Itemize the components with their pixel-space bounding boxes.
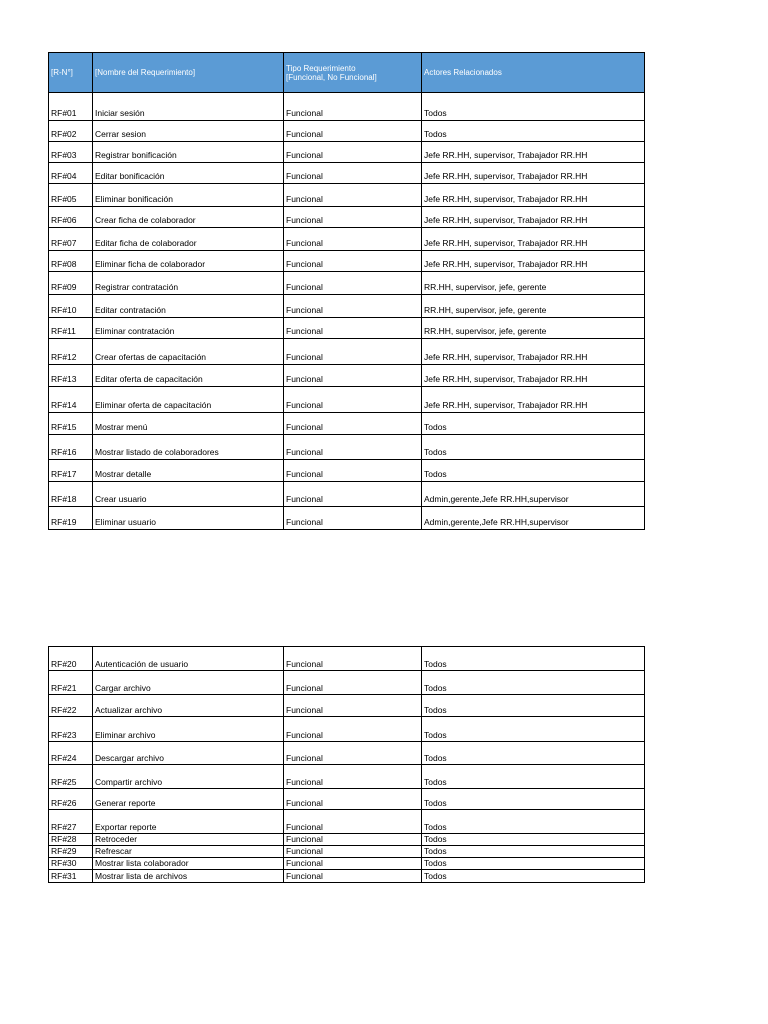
table-row [49, 765, 645, 789]
cell-requirement-name: Mostrar lista de archivos [93, 870, 284, 883]
cell-requirement-number: RF#17 [49, 460, 93, 482]
cell-requirement-name: Mostrar listado de colaboradores [93, 435, 284, 460]
cell-requirement-type: Funcional [284, 858, 422, 870]
table-row [49, 834, 645, 846]
cell-requirement-number: RF#30 [49, 858, 93, 870]
cell-requirement-name: Eliminar usuario [93, 507, 284, 530]
cell-requirement-name: Editar contratación [93, 295, 284, 318]
cell-requirement-name: Eliminar archivo [93, 717, 284, 742]
cell-related-actors: Jefe RR.HH, supervisor, Trabajador RR.HH [422, 365, 645, 387]
cell-requirement-type: Funcional [284, 295, 422, 318]
cell-requirement-type: Funcional [284, 339, 422, 365]
cell-requirement-name: Crear usuario [93, 482, 284, 507]
cell-related-actors: Todos [422, 810, 645, 834]
cell-requirement-name: Eliminar bonificación [93, 184, 284, 207]
cell-requirement-type: Funcional [284, 228, 422, 251]
cell-requirement-number: RF#19 [49, 507, 93, 530]
cell-requirement-name: Editar oferta de capacitación [93, 365, 284, 387]
header-requirement-type-text: Tipo Requerimiento [Funcional, No Funcional] [286, 63, 377, 82]
cell-requirement-number: RF#09 [49, 272, 93, 295]
cell-requirement-name: Crear ficha de colaborador [93, 207, 284, 228]
cell-requirement-type: Funcional [284, 365, 422, 387]
table-row [49, 295, 645, 318]
table-row [49, 810, 645, 834]
cell-requirement-type: Funcional [284, 121, 422, 142]
cell-requirement-name: Cerrar sesion [93, 121, 284, 142]
cell-requirement-type: Funcional [284, 413, 422, 435]
cell-requirement-name: Cargar archivo [93, 671, 284, 695]
table-row [49, 318, 645, 339]
cell-related-actors: Todos [422, 413, 645, 435]
cell-requirement-number: RF#27 [49, 810, 93, 834]
cell-requirement-type: Funcional [284, 717, 422, 742]
cell-requirement-number: RF#06 [49, 207, 93, 228]
cell-requirement-number: RF#23 [49, 717, 93, 742]
cell-related-actors: Jefe RR.HH, supervisor, Trabajador RR.HH [422, 207, 645, 228]
cell-requirement-number: RF#16 [49, 435, 93, 460]
cell-related-actors: Todos [422, 846, 645, 858]
cell-requirement-number: RF#20 [49, 647, 93, 671]
cell-requirement-type: Funcional [284, 318, 422, 339]
table-row [49, 163, 645, 184]
table-row [49, 846, 645, 858]
cell-requirement-number: RF#26 [49, 789, 93, 810]
cell-requirement-number: RF#07 [49, 228, 93, 251]
cell-requirement-number: RF#01 [49, 93, 93, 121]
cell-related-actors: Todos [422, 789, 645, 810]
cell-related-actors: Todos [422, 834, 645, 846]
cell-related-actors: Jefe RR.HH, supervisor, Trabajador RR.HH [422, 339, 645, 365]
cell-requirement-number: RF#21 [49, 671, 93, 695]
cell-related-actors: Jefe RR.HH, supervisor, Trabajador RR.HH [422, 387, 645, 413]
cell-requirement-type: Funcional [284, 810, 422, 834]
cell-requirement-type: Funcional [284, 671, 422, 695]
table-row [49, 507, 645, 530]
cell-related-actors: Todos [422, 742, 645, 765]
cell-requirement-number: RF#29 [49, 846, 93, 858]
cell-requirement-name: Registrar contratación [93, 272, 284, 295]
cell-requirement-number: RF#18 [49, 482, 93, 507]
cell-related-actors: RR.HH, supervisor, jefe, gerente [422, 318, 645, 339]
table-row [49, 93, 645, 121]
cell-requirement-number: RF#28 [49, 834, 93, 846]
cell-requirement-type: Funcional [284, 184, 422, 207]
cell-requirement-name: Editar bonificación [93, 163, 284, 184]
cell-requirement-number: RF#04 [49, 163, 93, 184]
table-row [49, 228, 645, 251]
header-requirement-name: [Nombre del Requerimiento] [93, 53, 284, 93]
table-row [49, 671, 645, 695]
cell-requirement-name: Registrar bonificación [93, 142, 284, 163]
cell-related-actors: Todos [422, 671, 645, 695]
cell-requirement-number: RF#25 [49, 765, 93, 789]
requirements-table-2 [48, 646, 645, 883]
cell-requirement-number: RF#14 [49, 387, 93, 413]
cell-requirement-name: Mostrar menú [93, 413, 284, 435]
table-row [49, 460, 645, 482]
cell-requirement-name: Crear ofertas de capacitación [93, 339, 284, 365]
cell-requirement-name: Mostrar lista colaborador [93, 858, 284, 870]
header-requirement-number: [R-N°] [49, 53, 93, 93]
cell-related-actors: Jefe RR.HH, supervisor, Trabajador RR.HH [422, 228, 645, 251]
table-row [49, 251, 645, 272]
table-row [49, 870, 645, 883]
cell-requirement-name: Generar reporte [93, 789, 284, 810]
table-row [49, 647, 645, 671]
cell-related-actors: Todos [422, 435, 645, 460]
cell-related-actors: Admin,gerente,Jefe RR.HH,supervisor [422, 482, 645, 507]
cell-requirement-name: Retroceder [93, 834, 284, 846]
cell-requirement-name: Actualizar archivo [93, 695, 284, 717]
cell-requirement-type: Funcional [284, 251, 422, 272]
cell-requirement-number: RF#11 [49, 318, 93, 339]
cell-related-actors: Todos [422, 858, 645, 870]
cell-related-actors: Admin,gerente,Jefe RR.HH,supervisor [422, 507, 645, 530]
cell-requirement-type: Funcional [284, 435, 422, 460]
table-row [49, 121, 645, 142]
header-requirement-type [284, 53, 422, 93]
table-row [49, 272, 645, 295]
cell-requirement-type: Funcional [284, 846, 422, 858]
cell-requirement-name: Refrescar [93, 846, 284, 858]
cell-related-actors: Todos [422, 765, 645, 789]
cell-requirement-number: RF#31 [49, 870, 93, 883]
table-row [49, 717, 645, 742]
cell-requirement-name: Eliminar oferta de capacitación [93, 387, 284, 413]
cell-requirement-type: Funcional [284, 460, 422, 482]
cell-requirement-type: Funcional [284, 834, 422, 846]
cell-requirement-name: Descargar archivo [93, 742, 284, 765]
header-related-actors: Actores Relacionados [422, 53, 645, 93]
cell-requirement-type: Funcional [284, 142, 422, 163]
table-row [49, 387, 645, 413]
cell-related-actors: Todos [422, 717, 645, 742]
cell-related-actors: RR.HH, supervisor, jefe, gerente [422, 272, 645, 295]
cell-requirement-type: Funcional [284, 93, 422, 121]
table-row [49, 184, 645, 207]
table-row [49, 339, 645, 365]
cell-requirement-type: Funcional [284, 742, 422, 765]
table-row [49, 435, 645, 460]
cell-requirement-number: RF#02 [49, 121, 93, 142]
cell-requirement-type: Funcional [284, 765, 422, 789]
cell-requirement-type: Funcional [284, 647, 422, 671]
cell-requirement-name: Eliminar ficha de colaborador [93, 251, 284, 272]
cell-related-actors: Todos [422, 93, 645, 121]
table-row [49, 789, 645, 810]
cell-requirement-number: RF#15 [49, 413, 93, 435]
cell-related-actors: Jefe RR.HH, supervisor, Trabajador RR.HH [422, 163, 645, 184]
cell-requirement-type: Funcional [284, 870, 422, 883]
table-row [49, 413, 645, 435]
cell-requirement-name: Iniciar sesión [93, 93, 284, 121]
cell-requirement-type: Funcional [284, 482, 422, 507]
cell-related-actors: Todos [422, 695, 645, 717]
cell-requirement-name: Exportar reporte [93, 810, 284, 834]
cell-requirement-type: Funcional [284, 387, 422, 413]
requirements-table-1 [48, 52, 645, 530]
table-row [49, 207, 645, 228]
cell-requirement-number: RF#08 [49, 251, 93, 272]
table-row [49, 695, 645, 717]
cell-requirement-name: Compartir archivo [93, 765, 284, 789]
cell-related-actors: Todos [422, 870, 645, 883]
cell-related-actors: Jefe RR.HH, supervisor, Trabajador RR.HH [422, 142, 645, 163]
cell-requirement-type: Funcional [284, 507, 422, 530]
table-header-row [49, 53, 645, 93]
cell-related-actors: Jefe RR.HH, supervisor, Trabajador RR.HH [422, 251, 645, 272]
cell-requirement-type: Funcional [284, 163, 422, 184]
cell-requirement-type: Funcional [284, 789, 422, 810]
cell-related-actors: Todos [422, 460, 645, 482]
cell-requirement-number: RF#10 [49, 295, 93, 318]
cell-requirement-number: RF#05 [49, 184, 93, 207]
cell-requirement-number: RF#24 [49, 742, 93, 765]
cell-related-actors: Todos [422, 121, 645, 142]
table-row [49, 858, 645, 870]
cell-requirement-type: Funcional [284, 272, 422, 295]
cell-requirement-name: Autenticación de usuario [93, 647, 284, 671]
table-row [49, 482, 645, 507]
cell-requirement-name: Editar ficha de colaborador [93, 228, 284, 251]
cell-requirement-number: RF#13 [49, 365, 93, 387]
cell-requirement-name: Eliminar contratación [93, 318, 284, 339]
cell-requirement-number: RF#03 [49, 142, 93, 163]
cell-requirement-name: Mostrar detalle [93, 460, 284, 482]
table-row [49, 742, 645, 765]
cell-requirement-type: Funcional [284, 207, 422, 228]
table-row [49, 142, 645, 163]
cell-related-actors: Todos [422, 647, 645, 671]
cell-requirement-number: RF#22 [49, 695, 93, 717]
cell-requirement-type: Funcional [284, 695, 422, 717]
cell-requirement-number: RF#12 [49, 339, 93, 365]
cell-related-actors: Jefe RR.HH, supervisor, Trabajador RR.HH [422, 184, 645, 207]
cell-related-actors: RR.HH, supervisor, jefe, gerente [422, 295, 645, 318]
table-row [49, 365, 645, 387]
